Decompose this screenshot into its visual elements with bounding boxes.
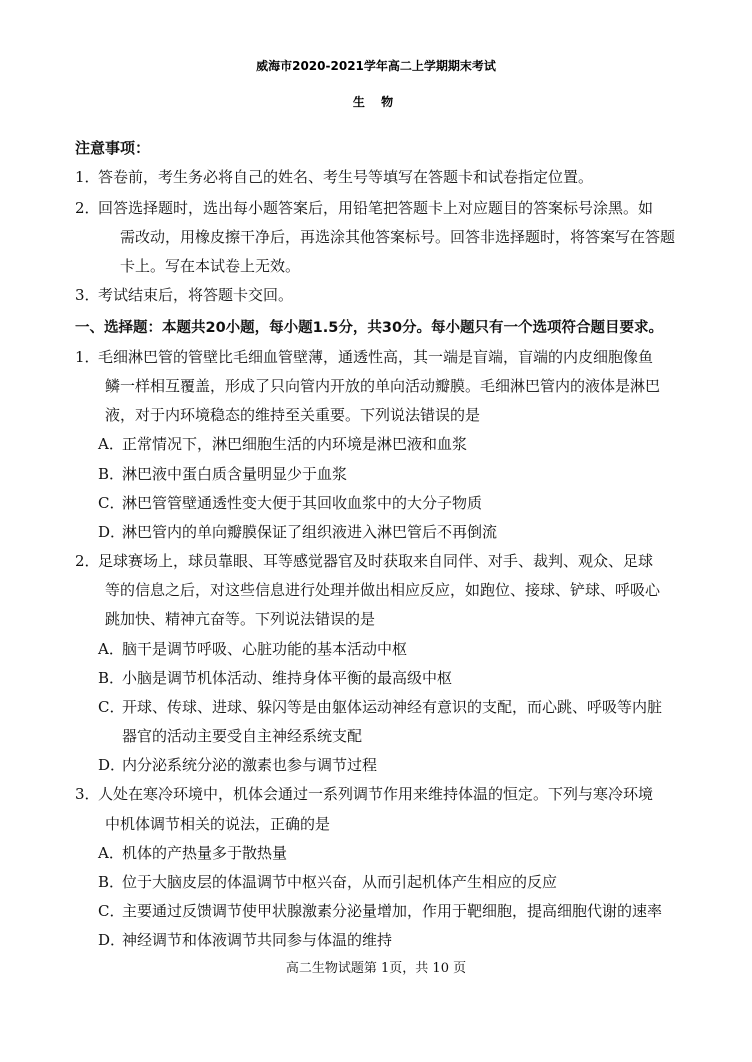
option-text: 脑干是调节呼吸、心脏功能的基本活动中枢 <box>122 640 408 658</box>
option-label: A． <box>98 435 124 453</box>
question-stem: 等的信息之后，对这些信息进行处理并做出相应反应，如跑位、接球、铲球、呼吸心 <box>105 581 661 599</box>
option-text: 位于大脑皮层的体温调节中枢兴奋，从而引起机体产生相应的反应 <box>122 873 558 891</box>
option-text: 神经调节和体液调节共同参与体温的维持 <box>122 931 393 949</box>
notice-heading: 注意事项： <box>75 139 151 157</box>
notice-item-text: 卡上。写在本试卷上无效。 <box>120 257 301 275</box>
question-number: 1． <box>75 348 100 366</box>
option-label: D． <box>98 931 126 949</box>
question-stem: 液，对于内环境稳态的维持至关重要。下列说法错误的是 <box>105 406 481 424</box>
option-text: 淋巴管管壁通透性变大便于其回收血浆中的大分子物质 <box>122 494 483 512</box>
option-label: D． <box>98 523 126 541</box>
notice-item-text: 需改动，用橡皮擦干净后，再选涂其他答案标号。回答非选择题时，将答案写在答题 <box>120 228 676 246</box>
exam-subject: 生 物 <box>352 95 400 109</box>
notice-item-text: 考试结束后，将答题卡交回。 <box>98 286 294 304</box>
question-number: 3． <box>75 785 100 803</box>
option-label: B． <box>98 873 125 891</box>
question-stem: 毛细淋巴管的管壁比毛细血管壁薄，通透性高，其一端是盲端，盲端的内皮细胞像鱼 <box>98 348 654 366</box>
page-footer: 高二生物试题第 1页，共 10 页 <box>285 961 467 976</box>
option-label: C． <box>98 494 125 512</box>
option-label: A． <box>98 640 124 658</box>
option-label: A． <box>98 844 124 862</box>
notice-item-number: 3． <box>75 286 100 304</box>
option-text: 主要通过反馈调节使甲状腺激素分泌量增加，作用于靶细胞，提高细胞代谢的速率 <box>122 902 663 920</box>
option-label: C． <box>98 698 125 716</box>
option-text: 小脑是调节机体活动、维持身体平衡的最高级中枢 <box>122 669 453 687</box>
notice-item-text: 回答选择题时，选出每小题答案后，用铅笔把答题卡上对应题目的答案标号涂黑。如 <box>98 199 654 217</box>
question-stem: 鳞一样相互覆盖，形成了只向管内开放的单向活动瓣膜。毛细淋巴管内的液体是淋巴 <box>105 377 661 395</box>
option-text: 开球、传球、进球、躲闪等是由躯体运动神经有意识的支配，而心跳、呼吸等内脏 <box>122 698 663 716</box>
exam-title: 威海市2020-2021学年高二上学期期末考试 <box>256 59 496 73</box>
question-stem: 人处在寒冷环境中，机体会通过一系列调节作用来维持体温的恒定。下列与寒冷环境 <box>98 785 654 803</box>
notice-item-text: 答卷前，考生务必将自己的姓名、考生号等填写在答题卡和试卷指定位置。 <box>98 168 594 186</box>
option-text: 淋巴液中蛋白质含量明显少于血浆 <box>122 465 348 483</box>
option-label: B． <box>98 465 125 483</box>
option-label: C． <box>98 902 125 920</box>
option-text: 器官的活动主要受自主神经系统支配 <box>122 727 363 745</box>
option-text: 机体的产热量多于散热量 <box>122 844 288 862</box>
option-label: D． <box>98 756 126 774</box>
question-stem: 足球赛场上，球员靠眼、耳等感觉器官及时获取来自同伴、对手、裁判、观众、足球 <box>98 552 654 570</box>
notice-item-number: 2． <box>75 199 100 217</box>
section-heading: 一、选择题：本题共20小题，每小题1.5分，共30分。每小题只有一个选项符合题目要求。 <box>75 320 664 336</box>
option-text: 淋巴管内的单向瓣膜保证了组织液进入淋巴管后不再倒流 <box>122 523 498 541</box>
option-text: 正常情况下，淋巴细胞生活的内环境是淋巴液和血浆 <box>122 435 468 453</box>
notice-item-number: 1． <box>75 168 100 186</box>
option-label: B． <box>98 669 125 687</box>
question-number: 2． <box>75 552 100 570</box>
question-stem: 跳加快、精神亢奋等。下列说法错误的是 <box>105 610 376 628</box>
option-text: 内分泌系统分泌的激素也参与调节过程 <box>122 756 378 774</box>
question-stem: 中机体调节相关的说法，正确的是 <box>105 815 331 833</box>
